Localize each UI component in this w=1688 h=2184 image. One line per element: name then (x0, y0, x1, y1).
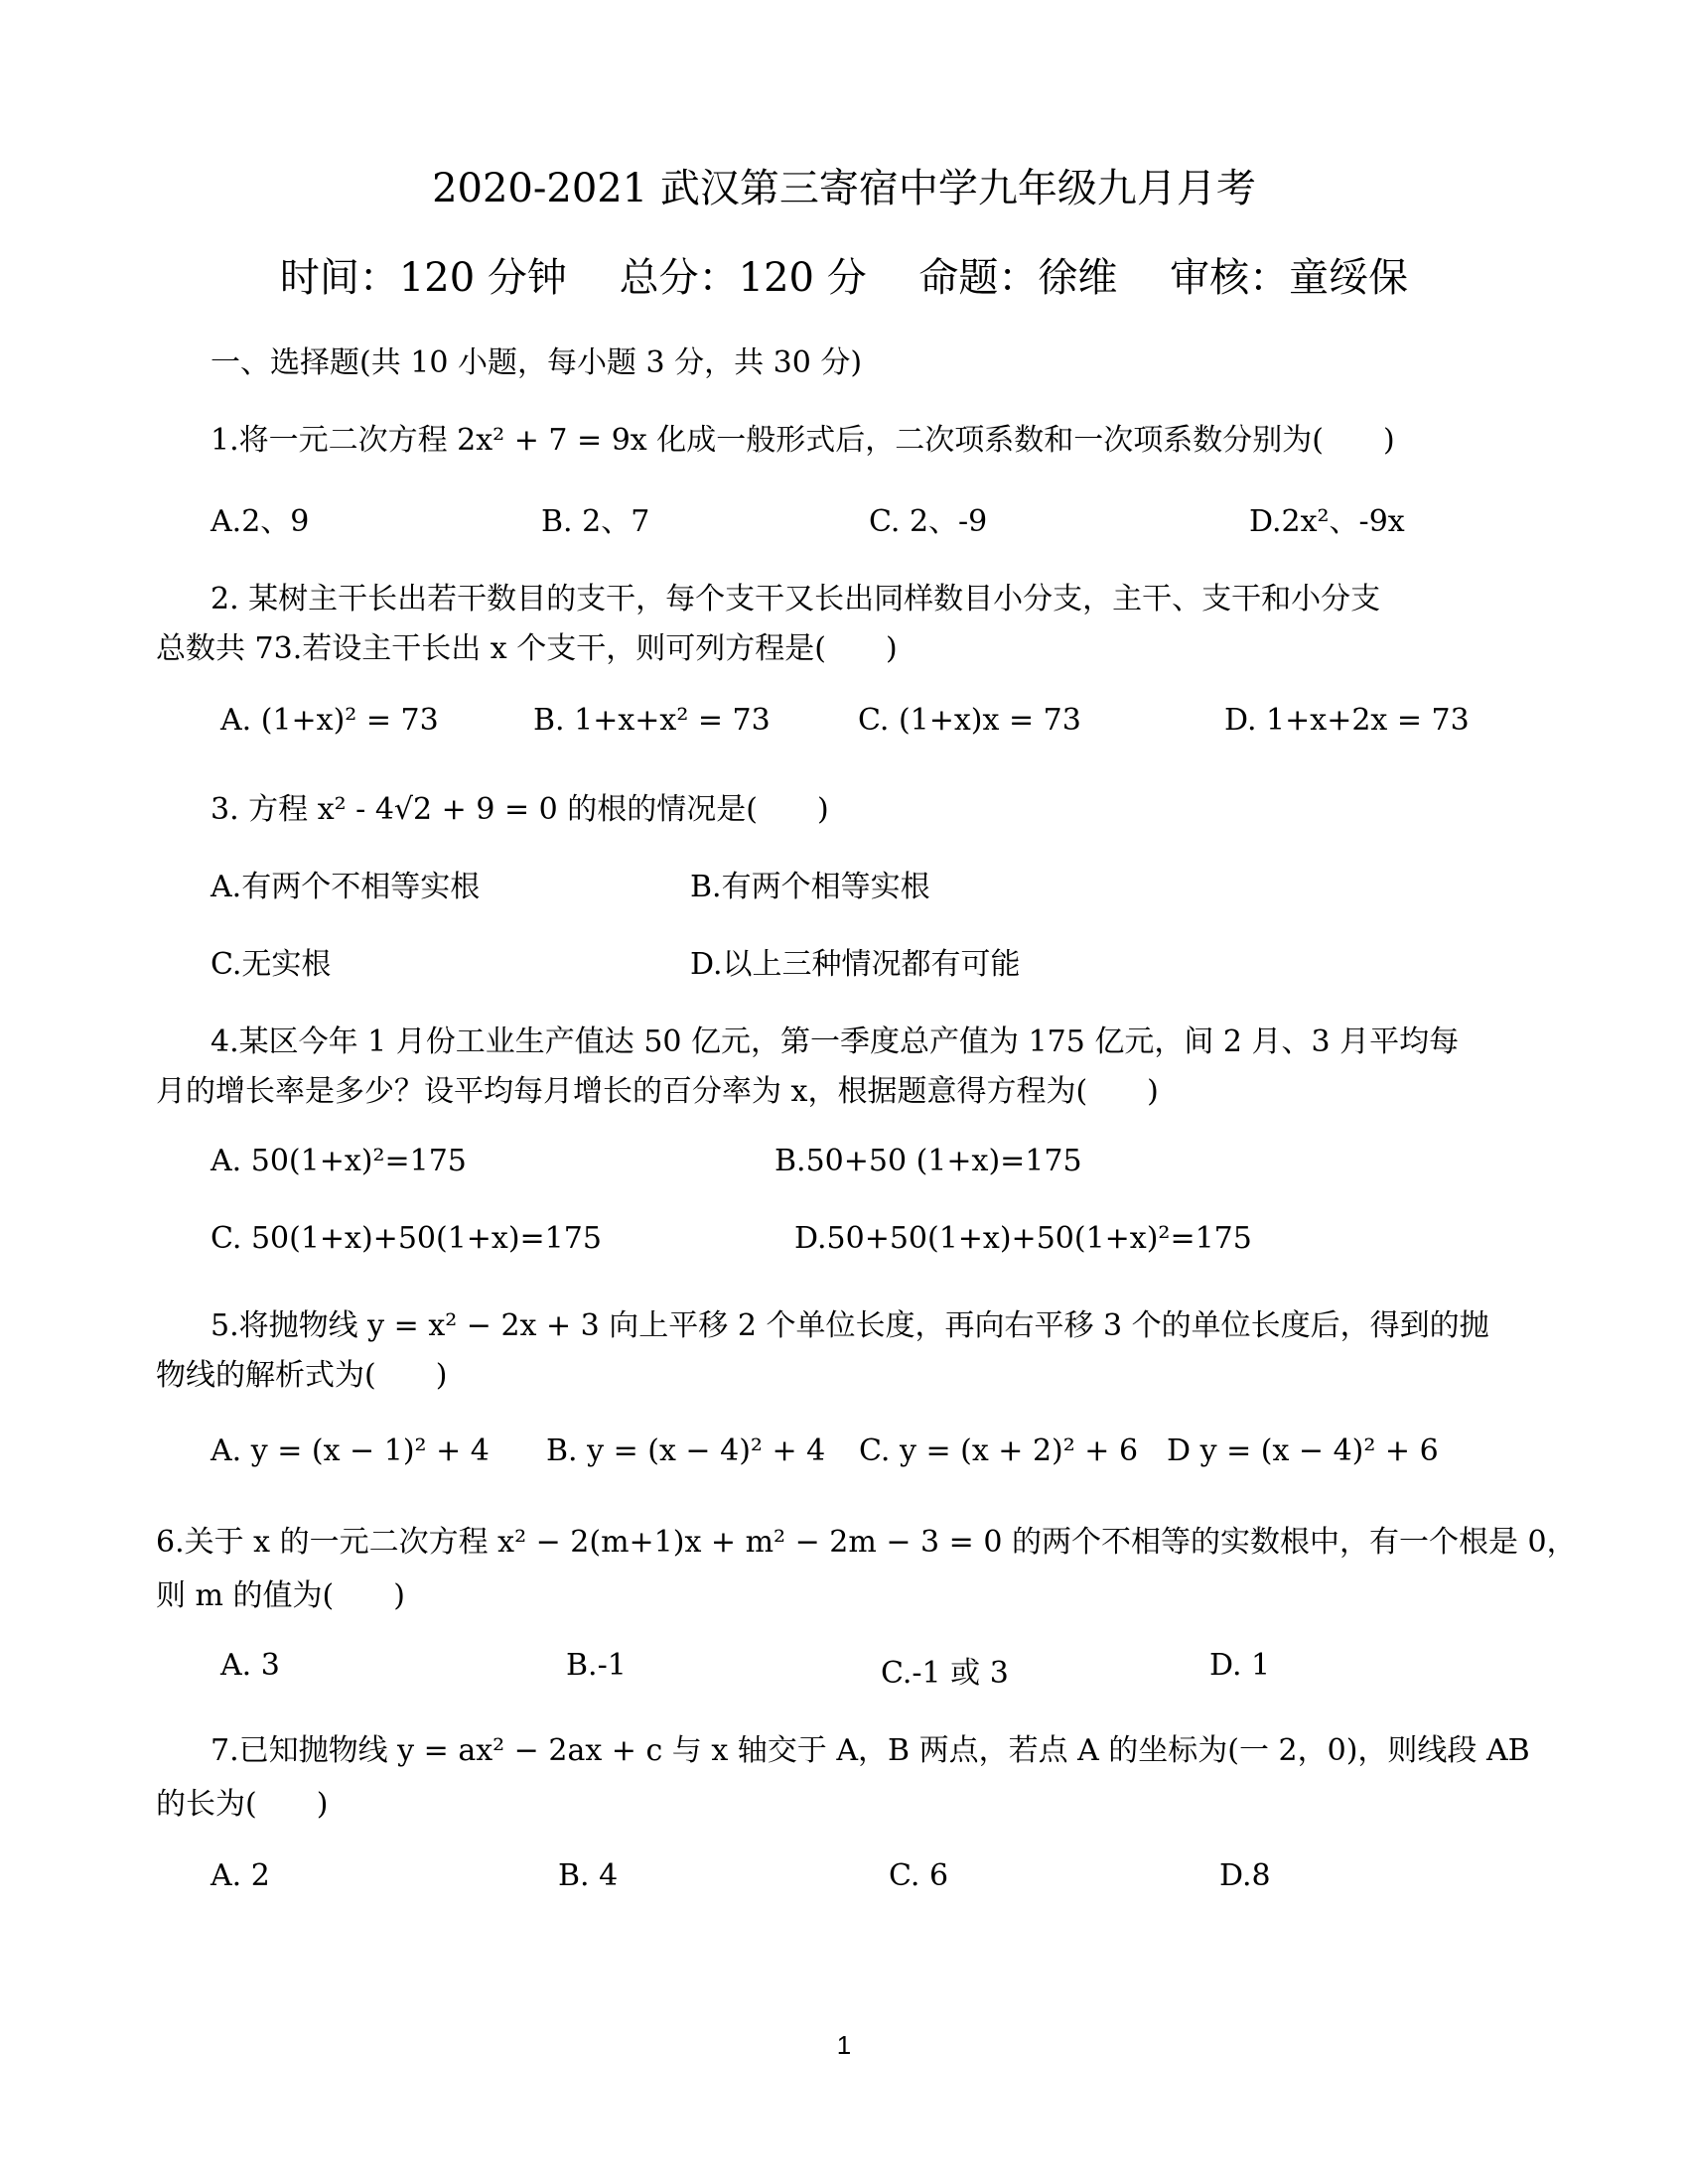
question-3-option-b: B.有两个相等实根 (690, 870, 930, 904)
question-5-text-line-1: 5.将抛物线 y = x² − 2x + 3 向上平移 2 个单位长度，再向右平移 3 个的单位长度后，得到的抛 (211, 1308, 1489, 1343)
page-number: 1 (836, 2030, 852, 2060)
question-5-option-b: B. y = (x − 4)² + 4 (546, 1433, 826, 1468)
question-1-option-d: D.2x²、-9x (1249, 504, 1405, 539)
question-3-option-d: D.以上三种情况都有可能 (690, 947, 1021, 982)
question-4-text-line-2: 月的增长率是多少？设平均每月增长的百分率为 x，根据题意得方程为( ) (156, 1074, 1159, 1109)
question-5-option-d: D y = (x − 4)² + 6 (1167, 1433, 1439, 1468)
question-1-option-a: A.2、9 (211, 504, 310, 539)
question-6-option-a: A. 3 (220, 1648, 280, 1683)
question-4-text-line-1: 4.某区今年 1 月份工业生产值达 50 亿元，第一季度总产值为 175 亿元，间 2 月、3 月平均每 (211, 1024, 1460, 1059)
question-7-option-c: C. 6 (889, 1858, 949, 1893)
question-5-text-line-2: 物线的解析式为( ) (156, 1358, 448, 1393)
section-heading: 一、选择题(共 10 小题，每小题 3 分，共 30 分) (211, 345, 863, 380)
question-6-option-b: B.-1 (566, 1648, 627, 1683)
exam-info: 时间：120 分钟 总分：120 分 命题：徐维 审核：童绥保 (279, 255, 1409, 301)
question-4-option-c: C. 50(1+x)+50(1+x)=175 (211, 1221, 602, 1256)
question-4-option-a: A. 50(1+x)²=175 (211, 1144, 467, 1178)
question-1-option-b: B. 2、7 (541, 504, 650, 539)
question-2-option-d: D. 1+x+2x = 73 (1224, 703, 1470, 738)
question-2-option-c: C. (1+x)x = 73 (858, 703, 1081, 738)
question-1-option-c: C. 2、-9 (869, 504, 988, 539)
question-6-option-d: D. 1 (1209, 1648, 1271, 1683)
question-4-option-d: D.50+50(1+x)+50(1+x)²=175 (794, 1221, 1252, 1256)
question-1-text: 1.将一元二次方程 2x² + 7 = 9x 化成一般形式后，二次项系数和一次项系数分别为( ) (211, 423, 1395, 458)
question-7-option-d: D.8 (1219, 1858, 1271, 1893)
exam-title: 2020-2021 武汉第三寄宿中学九年级九月月考 (432, 166, 1256, 211)
question-7-option-a: A. 2 (211, 1858, 270, 1893)
question-6-text-line-2: 则 m 的值为( ) (156, 1578, 405, 1613)
question-3-option-a: A.有两个不相等实根 (211, 870, 481, 904)
question-6-option-c: C.-1 或 3 (881, 1656, 1009, 1691)
question-4-option-b: B.50+50 (1+x)=175 (774, 1144, 1082, 1178)
question-5-option-c: C. y = (x + 2)² + 6 (859, 1433, 1139, 1468)
question-2-option-a: A. (1+x)² = 73 (220, 703, 439, 738)
question-2-text-line-1: 2. 某树主干长出若干数目的支干，每个支干又长出同样数目小分支，主干、支干和小分支 (211, 582, 1381, 616)
question-7-text-line-2: 的长为( ) (156, 1787, 329, 1822)
question-5-option-a: A. y = (x − 1)² + 4 (211, 1433, 490, 1468)
question-2-text-line-2: 总数共 73.若设主干长出 x 个支干，则可列方程是( ) (156, 631, 898, 666)
question-2-option-b: B. 1+x+x² = 73 (533, 703, 771, 738)
question-3-text: 3. 方程 x² - 4√2 + 9 = 0 的根的情况是( ) (211, 792, 829, 827)
question-7-option-b: B. 4 (558, 1858, 619, 1893)
question-3-option-c: C.无实根 (211, 947, 332, 982)
question-6-text-line-1: 6.关于 x 的一元二次方程 x² − 2(m+1)x + m² − 2m − 3 = 0 的两个不相等的实数根中，有一个根是 0， (156, 1525, 1577, 1560)
question-7-text-line-1: 7.已知抛物线 y = ax² − 2ax + c 与 x 轴交于 A，B 两点，若点 A 的坐标为(一 2，0)，则线段 AB (211, 1733, 1530, 1768)
